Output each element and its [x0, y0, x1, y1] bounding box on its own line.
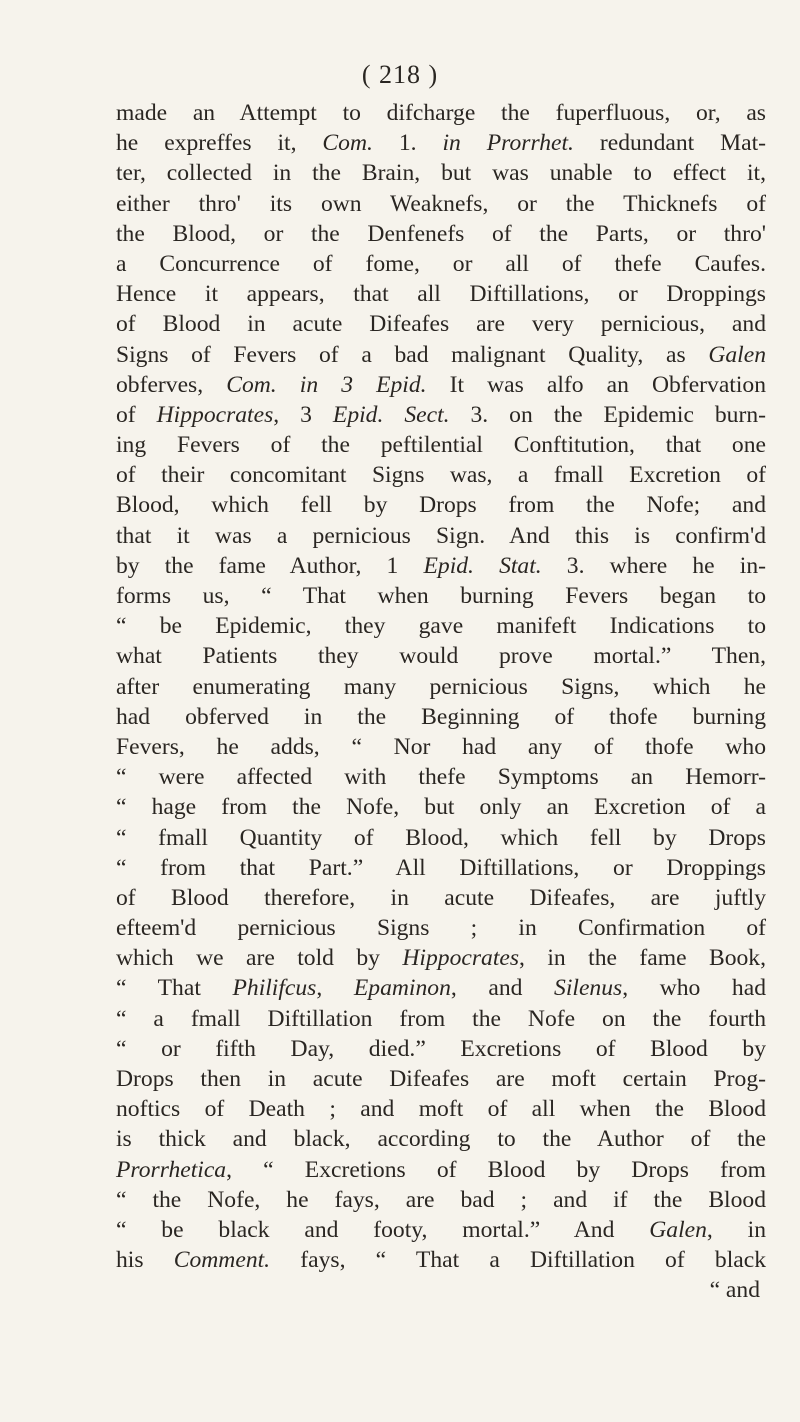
text-line: “ or fifth Day, died.” Excretions of Blood by — [116, 1035, 766, 1062]
text-line: Signs of Fevers of a bad malignant Quality, as Galen — [116, 341, 766, 368]
text-line: efteem'd pernicious Signs ; in Confirmation of — [116, 915, 766, 942]
text-line: ing Fevers of the peftilential Conftitution, that one — [116, 432, 766, 459]
text-line: had obferved in the Beginning of thofe burning — [116, 703, 766, 730]
text-line: is thick and black, according to the Author of the — [116, 1126, 766, 1153]
text-line: “ the Nofe, he fays, are bad ; and if the Blood — [116, 1186, 766, 1213]
text-line: which we are told by Hippocrates, in the fame Book, — [116, 945, 766, 972]
text-line: either thro' its own Weaknefs, or the Thicknefs of — [116, 190, 766, 217]
text-line: his Comment. fays, “ That a Diftillation of black — [116, 1247, 766, 1274]
text-line: ter, collected in the Brain, but was unable to effect it, — [116, 160, 766, 187]
text-line: of Blood therefore, in acute Difeafes, are juftly — [116, 884, 766, 911]
text-line: a Concurrence of fome, or all of thefe Caufes. — [116, 250, 766, 277]
text-line: by the fame Author, 1 Epid. Stat. 3. where he in- — [116, 552, 766, 579]
text-line: of their concomitant Signs was, a fmall Excretion of — [116, 462, 766, 489]
text-line: obferves, Com. in 3 Epid. It was alfo an Obfervation — [116, 371, 766, 398]
text-line: “ hage from the Nofe, but only an Excretion of a — [116, 794, 766, 821]
text-line: “ from that Part.” All Diftillations, or Droppings — [116, 854, 766, 881]
text-line: what Patients they would prove mortal.” Then, — [116, 643, 766, 670]
text-line: Prorrhetica, “ Excretions of Blood by Drops from — [116, 1156, 766, 1183]
text-line: “ were affected with thefe Symptoms an Hemorr- — [116, 764, 766, 791]
catchword-line: “ and — [709, 1277, 760, 1304]
text-line: noftics of Death ; and moft of all when the Blood — [116, 1096, 766, 1123]
text-line: Hence it appears, that all Diftillations, or Droppings — [116, 281, 766, 308]
text-line: of Hippocrates, 3 Epid. Sect. 3. on the Epidemic burn- — [116, 401, 766, 428]
text-line: Blood, which fell by Drops from the Nofe; and — [116, 492, 766, 519]
body-text — [116, 98, 766, 1306]
text-line: “ That Philifcus, Epaminon, and Silenus, who had — [116, 975, 766, 1002]
text-line: “ fmall Quantity of Blood, which fell by Drops — [116, 824, 766, 851]
text-line: Drops then in acute Difeafes are moft certain Prog- — [116, 1066, 766, 1092]
text-line: after enumerating many pernicious Signs, which he — [116, 673, 766, 700]
text-line: he expreffes it, Com. 1. in Prorrhet. redundant Mat- — [116, 130, 767, 157]
text-line: that it was a pernicious Sign. And this is confirm'd — [116, 522, 766, 549]
text-line: of Blood in acute Difeafes are very pernicious, and — [116, 311, 766, 338]
text-line: forms us, “ That when burning Fevers began to — [116, 583, 766, 609]
text-line: Fevers, he adds, “ Nor had any of thofe who — [116, 733, 766, 760]
text-line: “ a fmall Diftillation from the Nofe on the fourth — [116, 1005, 766, 1032]
text-line: “ be Epidemic, they gave manifeft Indications to — [116, 613, 766, 640]
text-line: made an Attempt to difcharge the fuperfluous, or, as — [116, 100, 766, 126]
text-line: “ be black and footy, mortal.” And Galen, in — [116, 1216, 766, 1243]
page-number: ( 218 ) — [361, 60, 439, 89]
text-line: the Blood, or the Denfenefs of the Parts, or thro' — [116, 220, 766, 247]
